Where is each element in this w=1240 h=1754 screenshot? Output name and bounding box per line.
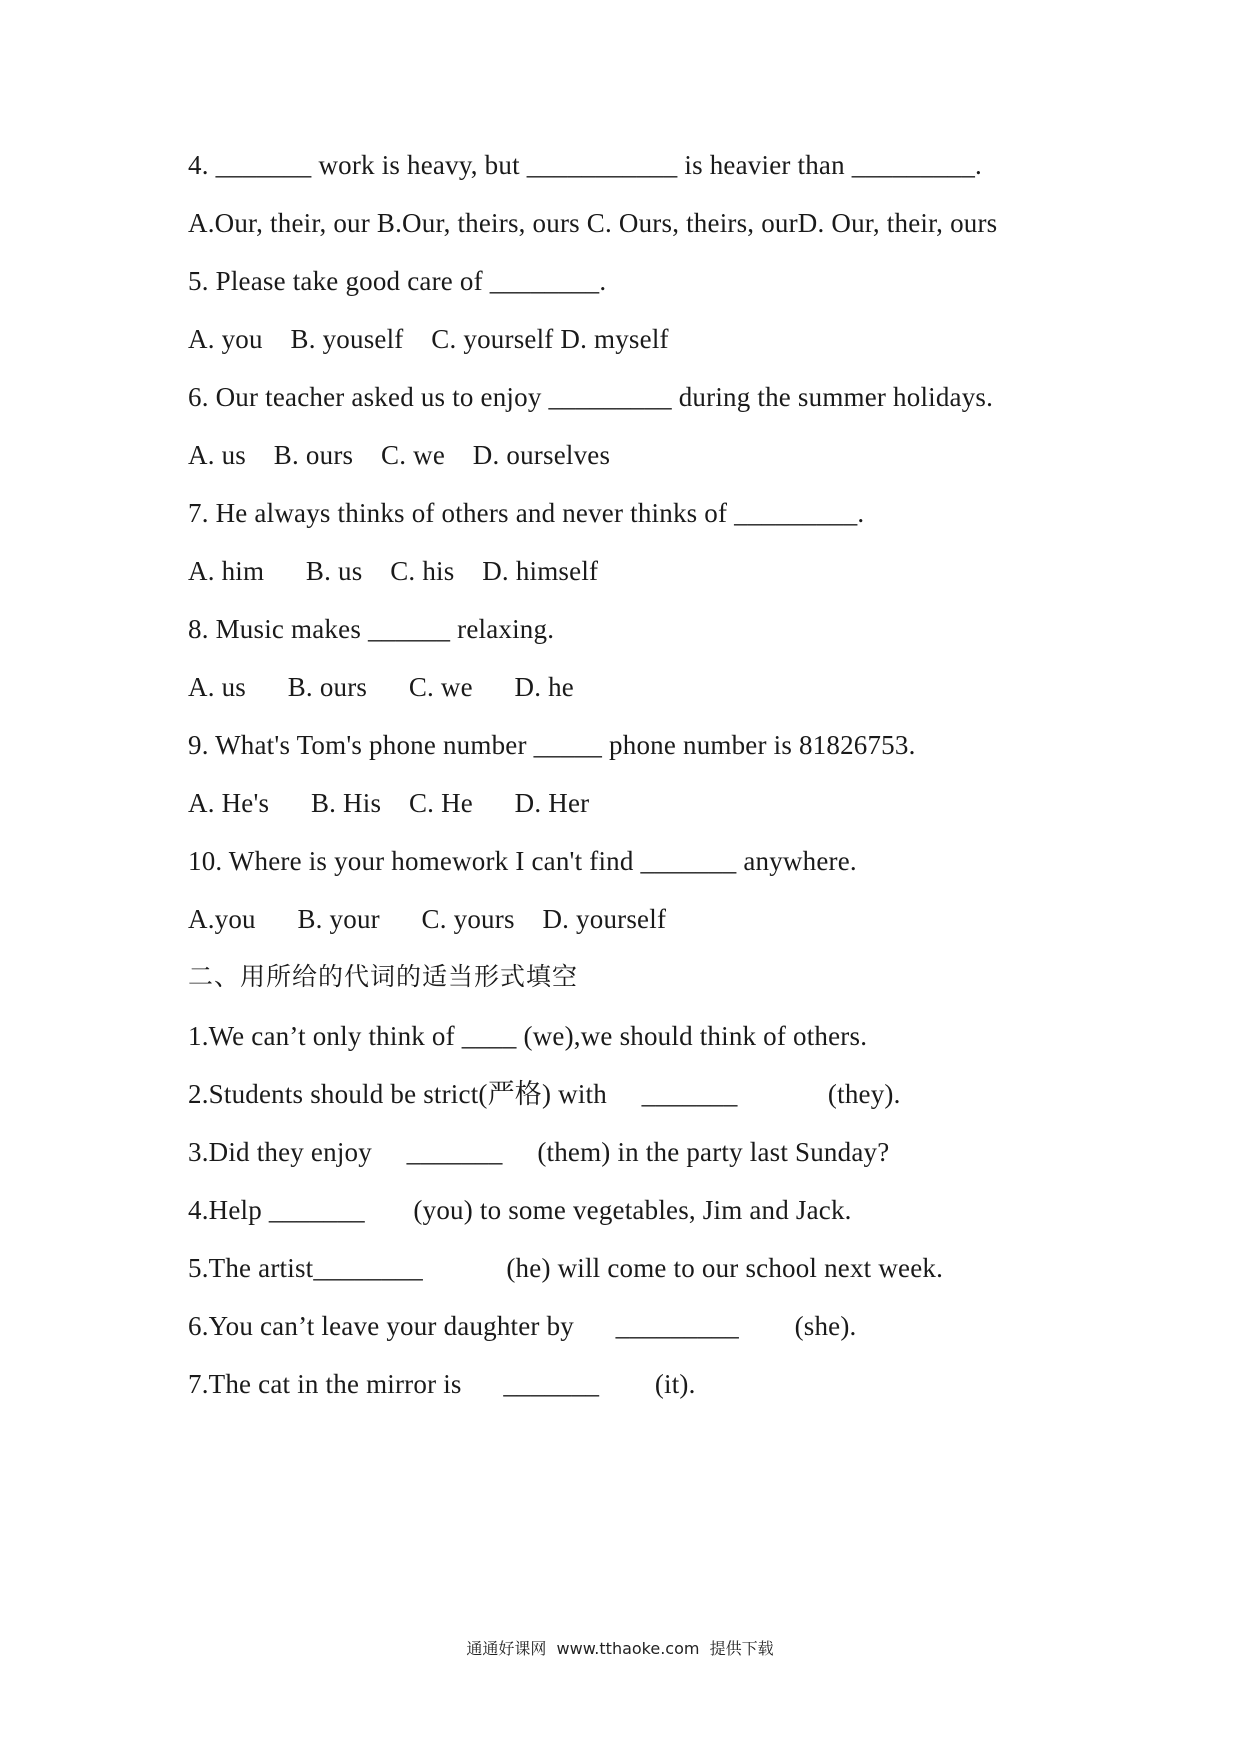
options-8: A. us B. ours C. we D. he — [188, 672, 574, 702]
options-6: A. us B. ours C. we D. ourselves — [188, 440, 611, 470]
question-9: 9. What's Tom's phone number _____ phone number is 81826753. — [188, 730, 916, 760]
question-8: 8. Music makes ______ relaxing. — [188, 614, 555, 644]
page-footer: 通通好课网 www.tthaoke.com 提供下载 — [466, 1639, 774, 1658]
question-10: 10. Where is your homework I can't find _______ anywhere. — [188, 846, 857, 876]
section-two-heading: 二、用所给的代词的适当形式填空 — [188, 962, 579, 991]
question-7: 7. He always thinks of others and never thinks of _________. — [188, 498, 865, 528]
options-7: A. him B. us C. his D. himself — [188, 556, 599, 586]
fill-item-5: 5.The artist________ (he) will come to our school next week. — [188, 1253, 944, 1283]
fill-item-3: 3.Did they enjoy _______ (them) in the party last Sunday? — [188, 1137, 890, 1167]
options-9: A. He's B. His C. He D. Her — [188, 788, 590, 818]
question-6: 6. Our teacher asked us to enjoy _________ during the summer holidays. — [188, 382, 994, 412]
fill-item-2: 2.Students should be strict(严格) with _______ (they). — [188, 1079, 901, 1109]
options-10: A.you B. your C. yours D. yourself — [188, 904, 667, 934]
fill-item-1: 1.We can’t only think of ____ (we),we should think of others. — [188, 1021, 868, 1051]
fill-item-7: 7.The cat in the mirror is _______ (it). — [188, 1369, 696, 1399]
fill-item-4: 4.Help _______ (you) to some vegetables, Jim and Jack. — [188, 1195, 852, 1225]
options-5: A. you B. youself C. yourself D. myself — [188, 324, 669, 354]
question-4: 4. _______ work is heavy, but ___________ is heavier than _________. — [188, 150, 983, 180]
options-4: A.Our, their, our B.Our, theirs, ours C. Ours, theirs, ourD. Our, their, ours — [188, 208, 998, 238]
question-5: 5. Please take good care of ________. — [188, 266, 607, 296]
fill-item-6: 6.You can’t leave your daughter by _________ (she). — [188, 1311, 857, 1341]
